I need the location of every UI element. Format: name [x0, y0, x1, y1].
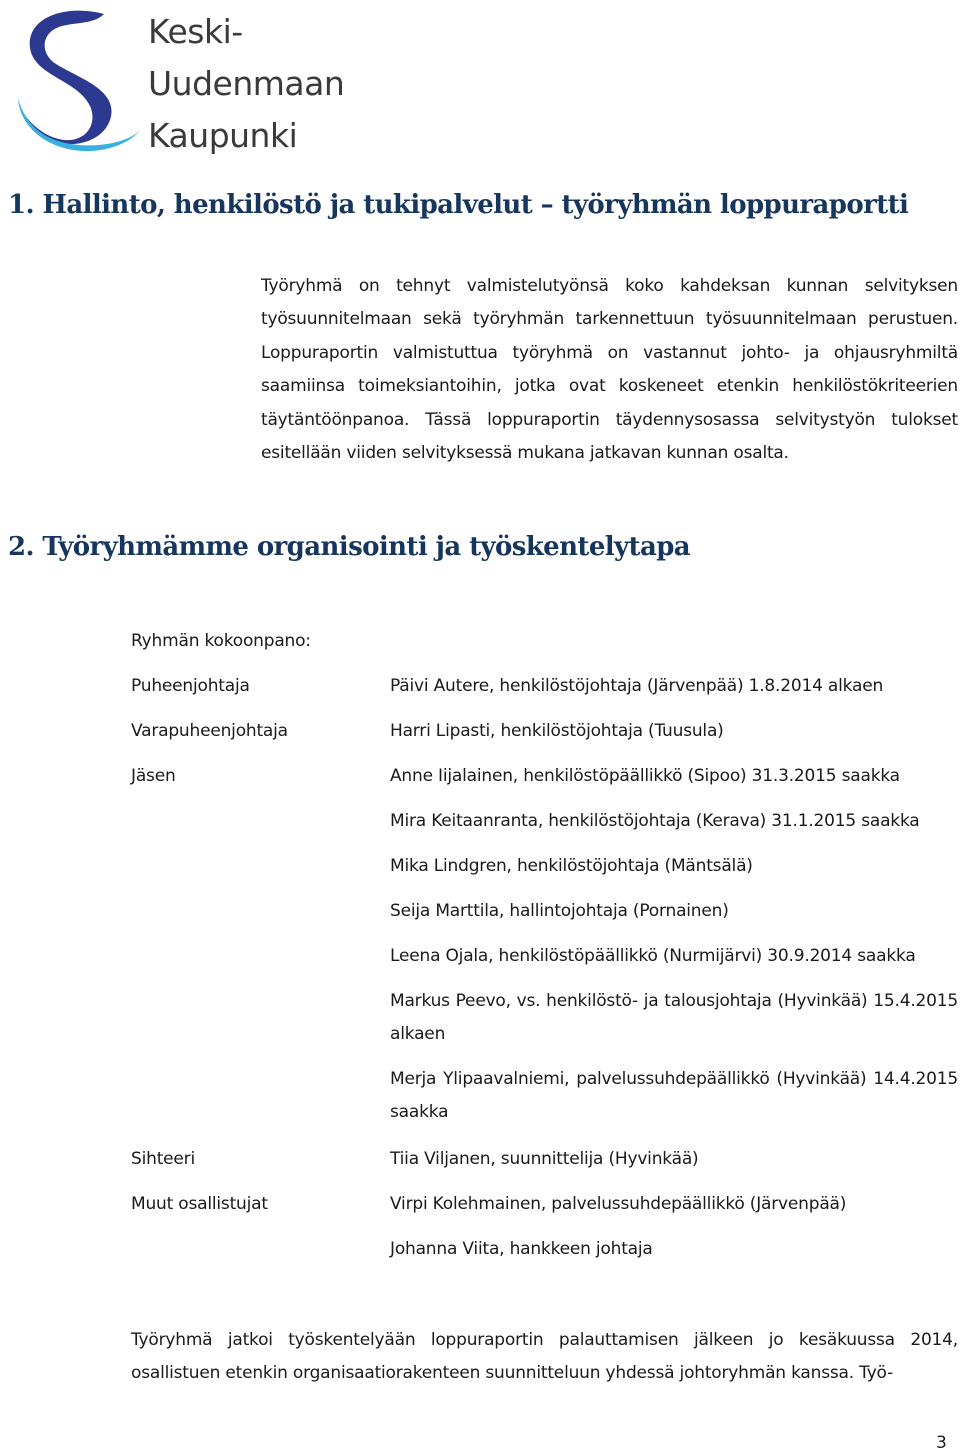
member-entry: Seija Marttila, hallintojohtaja (Pornainen): [390, 901, 729, 921]
logo-line-3: Kaupunki: [148, 116, 298, 155]
logo-line-1: Keski-: [148, 12, 243, 51]
member-entry: Anne Iijalainen, henkilöstöpäällikkö (Sipoo) 31.3.2015 saakka: [390, 766, 900, 786]
role-label-vice-chair: Varapuheenjohtaja: [131, 721, 288, 741]
section-2-heading: 2. Työryhmämme organisointi ja työskentelytapa: [8, 532, 691, 562]
logo-line-2: Uudenmaan: [148, 64, 345, 103]
section-2-paragraph: Työryhmä jatkoi työskentelyään loppuraportin palauttamisen jälkeen jo kesäkuussa 2014, osallistuen etenkin organisaatiorakenteen suunnitteluun yhdessä johtoryhmän kanssa. Työ-: [131, 1330, 958, 1384]
chair-entry: Päivi Autere, henkilöstöjohtaja (Järvenpää) 1.8.2014 alkaen: [390, 676, 884, 696]
member-entry: Markus Peevo, vs. henkilöstö- ja talousjohtaja (Hyvinkää) 15.4.2015 alkaen: [390, 991, 958, 1044]
other-participant-entry: Johanna Viita, hankkeen johtaja: [390, 1239, 653, 1259]
role-label-secretary: Sihteeri: [131, 1149, 195, 1169]
role-label-others: Muut osallistujat: [131, 1194, 268, 1214]
member-entry: Merja Ylipaavalniemi, palvelussuhdepäällikkö (Hyvinkää) 14.4.2015 saakka: [390, 1069, 958, 1122]
composition-label: Ryhmän kokoonpano:: [131, 631, 311, 651]
vice-chair-entry: Harri Lipasti, henkilöstöjohtaja (Tuusula): [390, 721, 724, 741]
swan-logo-icon: [6, 2, 146, 162]
city-logo: [6, 2, 345, 162]
member-entry: Mika Lindgren, henkilöstöjohtaja (Mäntsälä): [390, 856, 753, 876]
role-label-chair: Puheenjohtaja: [131, 676, 250, 696]
page-number: 3: [936, 1433, 947, 1453]
role-label-member: Jäsen: [131, 766, 176, 786]
member-entry: Mira Keitaanranta, henkilöstöjohtaja (Kerava) 31.1.2015 saakka: [390, 811, 920, 831]
logo-wordmark: [148, 6, 344, 162]
secretary-entry: Tiia Viljanen, suunnittelija (Hyvinkää): [390, 1149, 699, 1169]
member-entry: Leena Ojala, henkilöstöpäällikkö (Nurmijärvi) 30.9.2014 saakka: [390, 946, 916, 966]
section-1-heading: 1. Hallinto, henkilöstö ja tukipalvelut – työryhmän loppuraportti: [8, 190, 909, 220]
section-1-paragraph: Työryhmä on tehnyt valmistelutyönsä koko kahdeksan kunnan selvityksen työsuunnitelmaan sekä työryhmän tarkennettuun työsuunnitelmaan perustuen. Loppuraportin valmistuttua työryhmä on vastannut johto- ja ohjausryhmiltä saamiinsa toimeksiantoihin, jotka ovat koskeneet etenkin henkilöstökriteerien täytäntöönpanoa. Tässä loppuraportin täydennysosassa selvitystyön tulokset esitellään viiden selvityksessä mukana jatkavan kunnan osalta.: [261, 276, 958, 464]
other-participant-entry: Virpi Kolehmainen, palvelussuhdepäällikkö (Järvenpää): [390, 1194, 847, 1214]
